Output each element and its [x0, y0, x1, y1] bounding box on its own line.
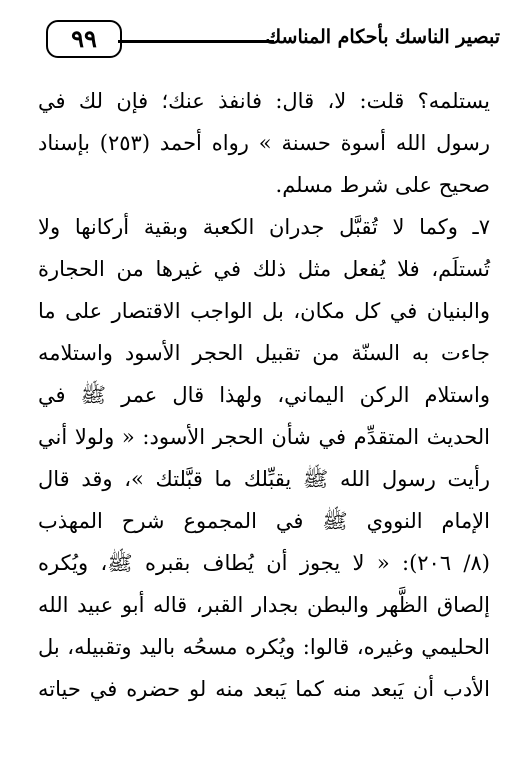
text-line: تُستلَم، فلا يُفعل مثل ذلك في غيرها من الحجارة — [38, 257, 490, 281]
page-number: ٩٩ — [46, 20, 122, 58]
text-line: (٨/ ٢٠٦): « لا يجوز أن يُطاف بقبره ﷺ، ويُكره — [38, 551, 490, 575]
text-line: رسول الله أسوة حسنة » رواه أحمد (٢٥٣) بإسناد — [38, 131, 490, 155]
text-line: الأدب أن يَبعد منه كما يَبعد منه لو حضره في حياته — [38, 677, 490, 701]
text-line: جاءت به السنّة من تقبيل الحجر الأسود واستلامه — [38, 341, 490, 365]
text-line: الإمام النووي ﷺ في المجموع شرح المهذب — [38, 509, 490, 533]
body-text — [38, 80, 490, 710]
text-line: الحديث المتقدِّم في شأن الحجر الأسود: « ولولا أني — [38, 425, 490, 449]
text-line: الحليمي وغيره، قالوا: ويُكره مسحُه باليد وتقبيله، بل — [38, 635, 490, 659]
text-line: والبنيان في كل مكان، بل الواجب الاقتصار على ما — [38, 299, 490, 323]
page-header — [30, 12, 500, 56]
text-line: يستلمه؟ قلت: لا، قال: فانفذ عنك؛ فإن لك في — [38, 89, 490, 113]
header-rule — [118, 40, 274, 43]
running-title: تبصير الناسك بأحكام المناسك — [265, 26, 500, 48]
text-line: واستلام الركن اليماني، ولهذا قال عمر ﷺ في — [38, 383, 490, 407]
text-line: صحيح على شرط مسلم. — [275, 173, 490, 197]
text-line: رأيت رسول الله ﷺ يقبِّلك ما قبَّلتك »، وقد قال — [38, 467, 490, 491]
text-line: ٧ـ وكما لا تُقبَّل جدران الكعبة وبقية أركانها ولا — [38, 215, 490, 239]
text-line: إلصاق الظَّهر والبطن بجدار القبر، قاله أبو عبيد الله — [38, 593, 490, 617]
